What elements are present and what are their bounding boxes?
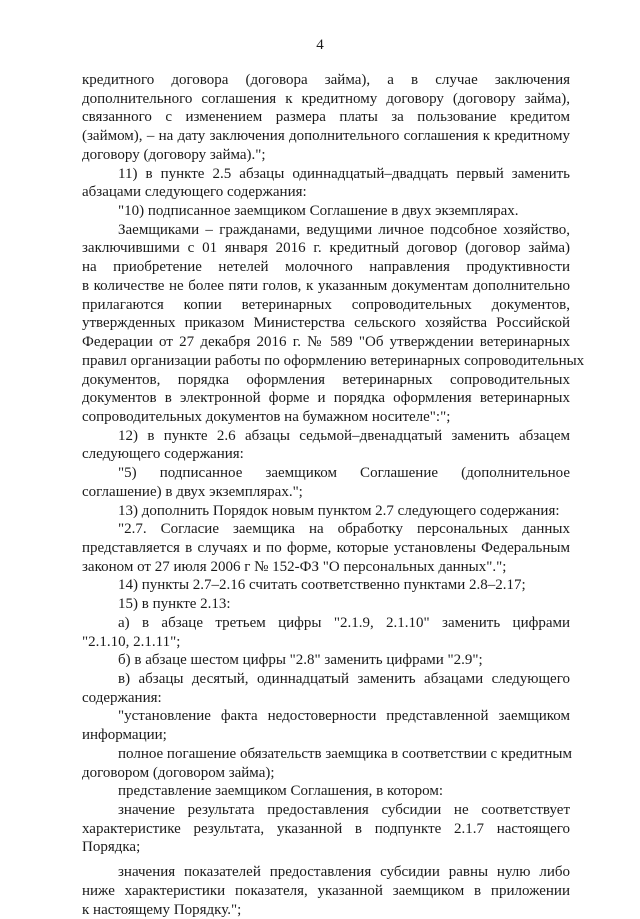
text-line: представление заемщиком Соглашения, в котором: — [118, 783, 444, 800]
text-line: ниже характеристики показателя, указанной заемщиком в приложении — [82, 882, 570, 899]
text-line: "10) подписанное заемщиком Соглашение в двух экземплярах. — [118, 203, 519, 220]
text-line: в количестве не более пяти голов, к указанным документам дополнительно — [82, 277, 570, 294]
text-line: правил организации работы по оформлению ветеринарных сопроводительных — [82, 352, 585, 369]
text-line: (займом), – на дату заключения дополнительного соглашения к кредитному — [82, 128, 570, 145]
text-line: 13) дополнить Порядок новым пунктом 2.7 следующего содержания: — [118, 502, 560, 519]
text-line: законом от 27 июля 2006 г № 152-ФЗ "О персональных данных"."; — [82, 558, 507, 575]
text-line: 15) в пункте 2.13: — [118, 596, 231, 613]
text-line: Федерации от 27 декабря 2016 г. № 589 "Об утверждении ветеринарных — [82, 334, 570, 351]
text-line: документов в электронной форме и порядка оформления ветеринарных — [82, 390, 570, 407]
text-line: значения показателей предоставления субсидии равны нулю либо — [118, 864, 570, 881]
text-line: следующего содержания: — [82, 446, 244, 463]
text-line: абзацами следующего содержания: — [82, 184, 307, 201]
text-line: дополнительного соглашения к кредитному договору (договору займа), — [82, 90, 570, 107]
text-line: соглашение) в двух экземплярах."; — [82, 483, 303, 500]
text-line: в) абзацы десятый, одиннадцатый заменить абзацами следующего — [118, 671, 570, 687]
text-line: представляется в случаях и по форме, которые установлены Федеральным — [82, 539, 570, 556]
text-line: Порядка; — [82, 839, 141, 856]
text-line: документов, порядка оформления ветеринарных сопроводительных — [82, 371, 570, 388]
text-line: на приобретение нетелей молочного направления продуктивности — [82, 259, 570, 276]
text-line: значение результата предоставления субсидии не соответствует — [118, 802, 570, 819]
text-line: 14) пункты 2.7–2.16 считать соответственно пунктами 2.8–2.17; — [118, 577, 526, 594]
text-line: содержания: — [82, 689, 162, 706]
text-line: 12) в пункте 2.6 абзацы седьмой–двенадцатый заменить абзацем — [118, 427, 570, 444]
page-number: 4 — [316, 37, 324, 53]
text-line: "2.7. Согласие заемщика на обработку персональных данных — [118, 521, 570, 538]
text-line: характеристике результата, указанной в подпункте 2.1.7 настоящего — [82, 820, 570, 837]
text-line: заключившими с 01 января 2016 г. кредитный договор (договор займа) — [82, 240, 570, 257]
text-line: утвержденных приказом Министерства сельского хозяйства Российской — [82, 315, 570, 332]
text-line: договором (договором займа); — [82, 764, 275, 781]
text-line: "установление факта недостоверности представленной заемщиком — [118, 708, 570, 725]
text-line: б) в абзаце шестом цифры "2.8" заменить цифрами "2.9"; — [118, 652, 483, 669]
text-line: связанного с изменением размера платы за пользование кредитом — [82, 109, 570, 126]
text-line: 11) в пункте 2.5 абзацы одиннадцатый–двадцать первый заменить — [118, 165, 570, 182]
text-line: информации; — [82, 727, 167, 744]
text-line: кредитного договора (договора займа), а в случае заключения — [82, 72, 570, 88]
text-line: к настоящему Порядку."; — [82, 901, 242, 918]
text-line: "2.1.10, 2.1.11"; — [82, 633, 181, 650]
text-line: полное погашение обязательств заемщика в соответствии с кредитным — [118, 745, 572, 762]
text-line: прилагаются копии ветеринарных сопроводительных документов, — [82, 296, 570, 313]
text-line: "5) подписанное заемщиком Соглашение (дополнительное — [118, 465, 570, 482]
text-line: договору (договору займа)."; — [82, 146, 266, 163]
text-line: сопроводительных документов на бумажном носителе":"; — [82, 408, 451, 425]
document-body — [82, 71, 585, 919]
text-line: Заемщиками – гражданами, ведущими личное подсобное хозяйство, — [118, 221, 570, 238]
text-line: а) в абзаце третьем цифры "2.1.9, 2.1.10" заменить цифрами — [118, 614, 570, 631]
